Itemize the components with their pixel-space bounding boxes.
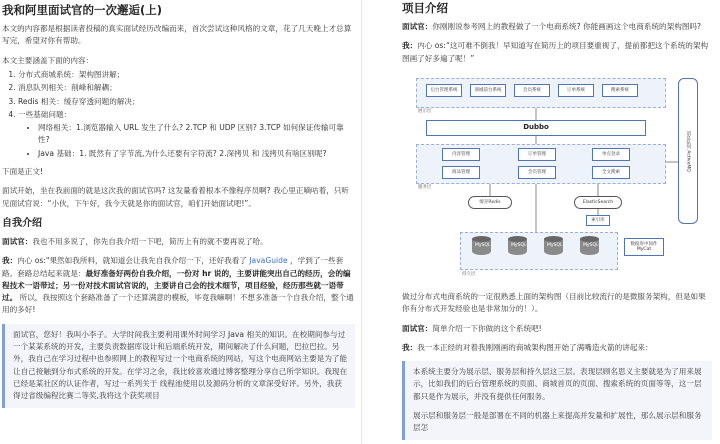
my-answer	[402, 342, 712, 354]
quote-paragraph: 展示层和服务层一般是部署在不同的机器上来提高并发量和扩展性，那么展示层和服务层怎	[413, 411, 702, 433]
sub-list	[18, 122, 355, 160]
redis-node: 缓存Redis	[468, 196, 512, 209]
diagram-connectors	[402, 72, 712, 285]
article-title: 我和阿里面试官的一次邂逅(上)	[2, 3, 163, 17]
diagram-box: 商城前台系统	[470, 84, 506, 97]
list-item	[18, 109, 355, 160]
layer-label: 服务层	[418, 184, 432, 190]
db-label: MySQL	[511, 242, 527, 248]
quote-paragraph: 本系统主要分为展示层、服务层和持久层这三层。表现层顾名思义主要就是为了用来展示，比如我们的后台管理系统的页面、商城首页的页面、搜索系统的页面等等，这一层都只是作为展示，并没有提供任何服务。	[413, 367, 702, 401]
right-column	[361, 0, 720, 444]
answer-text: 内心 os:“这可难不倒我！早知道写在简历上的项目要重视了，提前都把这个系统的架构图画了好多遍了呢！”	[402, 41, 709, 63]
sub-list-item: • Java 基础：1. 既然有了字节流,为什么还要有字符流? 2.深拷贝 和 浅拷贝有啥区别呢?	[38, 148, 355, 160]
diagram-box: 内容管理	[442, 148, 480, 161]
my-answer	[2, 255, 355, 316]
mq-box: 消息队列 ActiveMQ	[678, 78, 698, 224]
sub-list-item: • 网络相关：1.浏览器输入 URL 发生了什么? 2.TCP 和 UDP 区别? 3.TCP 如何保证传输可靠性?	[38, 122, 355, 147]
javaguide-link[interactable]: JavaGuide	[249, 256, 288, 266]
diagram-box: 后台管理系统	[426, 84, 462, 97]
interviewer-question	[402, 323, 712, 335]
speaker-label: 我：	[402, 41, 418, 51]
db-label: MySQL	[583, 242, 599, 248]
opening-paragraph: 面试开始，坐在我前面的就是这次我的面试官吗? 这发量看着根本不像程序员啊? 我心里正嘀咕着，只听见面试官说：“小伙，下午好，我今天就是你的面试官，咱们开始面试吧!”。	[2, 186, 350, 208]
diagram-caption: 做过分布式电商系统的一定很熟悉上面的架构图（目前比较流行的是微服务架构，但是如果你有分布式开发经验也是非常加分的！）。	[402, 291, 706, 314]
question-text: 你刚刚说参考网上的教程做了一个电商系统? 你能画画这个电商系统的架构图吗?	[432, 22, 702, 32]
list-item: 1. 分布式商城系统：架构图讲解；	[18, 69, 355, 81]
diagram-box: 订单管理	[518, 148, 556, 161]
speaker-label: 面试官：	[402, 22, 433, 32]
self-intro-quote: 面试官，您好！我叫小李子。大学时间我主要利用课外时间学习 Java 相关的知识。在校期间参与过一个某某系统的开发，主要负责数据库设计和后端系统开发，期间解决了什么问题，巴拉巴拉。另外，我自己在学习过程中也参照网上的教程写过一个电商系统的网站，写这个电商网站主要是为了能让自己接触到分布式系统的开发。在学习之余，我比较喜欢通过博客整理分享自己所学知识。我现在已经是某社区的认证作者，写过一系列关于 线程池使用以及源码分析的文章深受好评。另外，我获得过省级编程比赛二等奖,我将这个获奖项目	[2, 324, 355, 408]
diagram-box: 单点登录	[592, 148, 630, 161]
question-text: 我也不用多说了，你先自我介绍一下吧，简历上有的就不要再说了哈。	[32, 236, 268, 246]
list-item: 3. Redis 相关：缓存穿透问题的解决；	[18, 96, 355, 108]
my-answer	[402, 40, 712, 65]
architecture-diagram	[402, 72, 712, 285]
diagram-box: 订单系统	[558, 84, 594, 97]
speaker-label: 面试官：	[402, 323, 433, 333]
mycat-box: 数据库中间件 MyCat	[624, 238, 664, 256]
interviewer-question	[402, 21, 712, 33]
layer-label: 持久层	[462, 271, 476, 277]
layer-label: 展示层	[418, 108, 432, 114]
diagram-box: 商品管理	[442, 166, 480, 179]
diagram-box: 全文搜索	[592, 166, 630, 179]
index-box: 索引库	[586, 215, 610, 226]
speaker-label: 我：	[402, 342, 418, 352]
start-text: 下面是正文!	[2, 167, 44, 177]
answer-text: 内心 os:"果然如我所料，就知道会让我先自我介绍一下，还好我看了	[17, 256, 250, 266]
answer-text: ，学到了一些套路。套路总结起来就是：	[2, 256, 344, 278]
list-item-label: 一些基础问题：	[18, 109, 72, 119]
db-label: MySQL	[475, 242, 491, 248]
interviewer-question	[2, 236, 355, 248]
diagram-box: 会员系统	[514, 84, 550, 97]
section-heading-self-intro: 自我介绍	[2, 217, 42, 229]
list-item: 2. 消息队列相关：削峰和解耦；	[18, 82, 355, 94]
system-intro-quote	[402, 361, 712, 439]
question-text: 简单介绍一下你做的这个系统吧!	[432, 323, 542, 333]
intro-summary: 本文主要涵盖下面的内容：	[2, 55, 94, 65]
section-heading-project: 项目介绍	[402, 1, 448, 15]
answer-emphasis: 最好准备好两份自我介绍，一份对 hr 说的，主要讲能突出自己的经历，会的编程技术一语带过；另一份对技术面试官说的，主要讲自己会的技术细节，项目经验，经历那些就一语带过。	[2, 268, 351, 303]
answer-text: 我一本正经的对着我刚刚画的商城架构图开始了满嘴造火箭的讲起来：	[417, 342, 653, 352]
answer-text: 所以，我按照这个套路准备了一个还算满意的模板，毕竟我嘛啊！不想多准备一个自我介绍，整个通用的多好!	[2, 293, 354, 315]
elasticsearch-node: ElasticSearch	[574, 196, 622, 209]
intro-paragraph: 本文的内容都是根据读者投稿的真实面试经历改编而来，首次尝试这种风格的文章，花了几天晚上才总算写完，希望对你有帮助。	[2, 24, 352, 46]
speaker-label: 我：	[2, 256, 18, 266]
content-list	[2, 69, 355, 160]
db-label: MySQL	[547, 242, 563, 248]
speaker-label: 面试官：	[2, 236, 33, 246]
dubbo-box: Dubbo	[426, 120, 646, 136]
diagram-box: 搜索系统	[602, 84, 638, 97]
diagram-box: 会员管理	[518, 166, 556, 179]
